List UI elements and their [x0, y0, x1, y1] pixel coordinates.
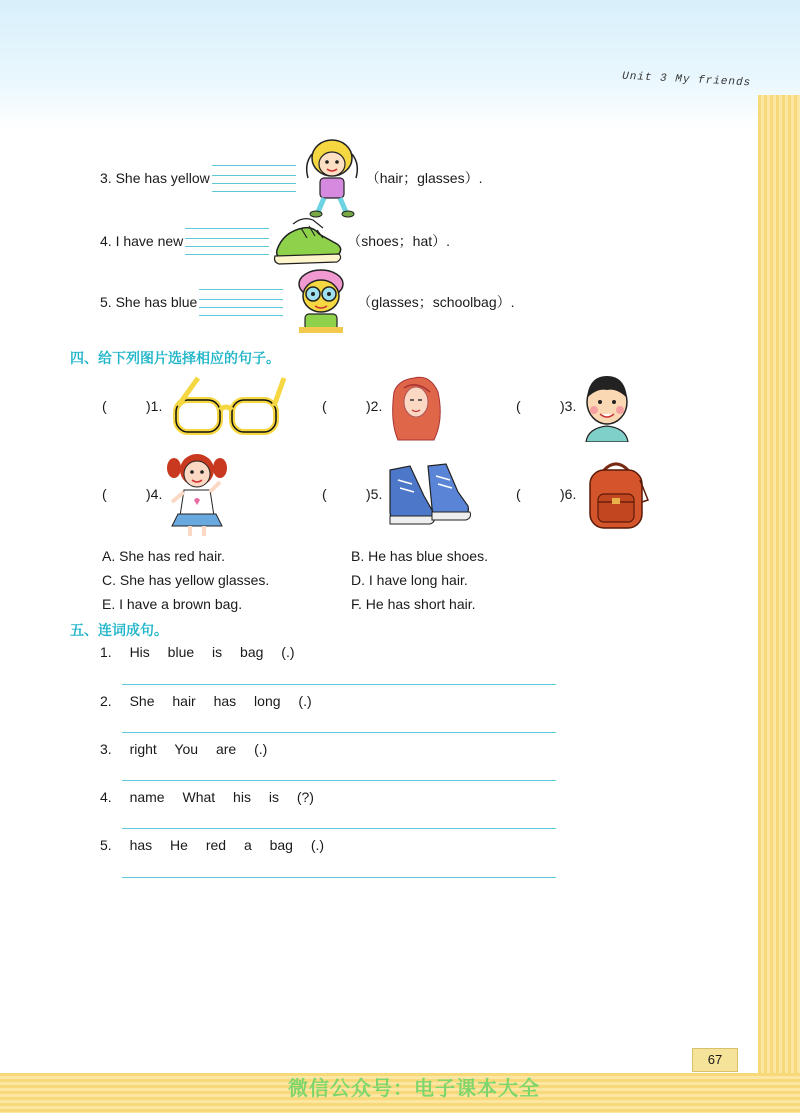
- page-edge-right: [758, 95, 800, 1113]
- sentence-d: D. I have long hair.: [351, 572, 468, 588]
- choice-item-4: [102, 486, 162, 502]
- choice-item-2: [322, 398, 382, 414]
- answer-line[interactable]: [122, 877, 556, 878]
- choice-label: )3.: [560, 398, 577, 414]
- sentence-c: C. She has yellow glasses.: [102, 572, 270, 588]
- choice-label: )4.: [146, 486, 163, 502]
- answer-paren[interactable]: (: [102, 486, 134, 502]
- girl-yellow-hair-icon: [302, 136, 362, 220]
- answer-blank[interactable]: [199, 287, 283, 317]
- choice-item-3: [516, 398, 576, 414]
- answer-line[interactable]: [122, 684, 556, 685]
- fill-in-4: [100, 214, 450, 268]
- reorder-item-5: 5. has He red a bag (.): [100, 837, 325, 853]
- section-4-title: 四、给下列图片选择相应的句子。: [70, 350, 280, 366]
- choice-item-5: [322, 486, 382, 502]
- watermark: 微信公众号：电子课本大全: [288, 1078, 540, 1100]
- choice-label: )1.: [146, 398, 163, 414]
- page-number: 67: [692, 1048, 738, 1072]
- unit-header: Unit 3 My friends: [621, 70, 752, 90]
- sentence-b: B. He has blue shoes.: [351, 548, 488, 564]
- answer-blank[interactable]: [185, 226, 269, 256]
- brown-bag-icon: [578, 458, 652, 530]
- answer-line[interactable]: [122, 828, 556, 829]
- answer-paren[interactable]: (: [516, 398, 548, 414]
- red-hair-girl-icon: [384, 372, 448, 444]
- answer-paren[interactable]: (: [322, 398, 354, 414]
- sentence-a: A. She has red hair.: [102, 548, 225, 564]
- girl-glasses-icon: [285, 264, 357, 340]
- fill-prefix: She has blue: [115, 294, 198, 310]
- answer-paren[interactable]: (: [322, 486, 354, 502]
- fill-options: （shoes；hat）.: [347, 233, 451, 249]
- fill-options: （hair；glasses）.: [365, 170, 483, 186]
- fill-in-3: [100, 136, 482, 220]
- choice-item-1: [102, 398, 162, 414]
- reorder-item-3: 3. right You are (.): [100, 741, 268, 757]
- reorder-item-4: 4. name What his is (?): [100, 789, 314, 805]
- answer-line[interactable]: [122, 732, 556, 733]
- fill-options: （glasses；schoolbag）.: [357, 294, 515, 310]
- reorder-item-1: 1. His blue is bag (.): [100, 644, 295, 660]
- short-hair-boy-icon: [578, 372, 636, 442]
- choice-label: )5.: [366, 486, 383, 502]
- glasses-icon: [168, 372, 288, 442]
- fill-prefix: She has yellow: [115, 170, 210, 186]
- green-shoes-icon: [271, 214, 347, 268]
- fill-number: 5.: [100, 294, 112, 310]
- answer-blank[interactable]: [212, 163, 296, 193]
- blue-shoes-icon: [384, 460, 474, 528]
- choice-label: )6.: [560, 486, 577, 502]
- fill-number: 3.: [100, 170, 112, 186]
- answer-paren[interactable]: (: [102, 398, 134, 414]
- reorder-item-2: 2. She hair has long (.): [100, 693, 312, 709]
- choice-item-6: [516, 486, 576, 502]
- choice-label: )2.: [366, 398, 383, 414]
- sentence-e: E. I have a brown bag.: [102, 596, 243, 612]
- answer-line[interactable]: [122, 780, 556, 781]
- section-5-title: 五、连词成句。: [70, 622, 168, 638]
- fill-number: 4.: [100, 233, 112, 249]
- sentence-f: F. He has short hair.: [351, 596, 476, 612]
- answer-paren[interactable]: (: [516, 486, 548, 502]
- fill-in-5: [100, 264, 515, 340]
- fill-prefix: I have new: [115, 233, 184, 249]
- pigtail-girl-icon: [164, 450, 230, 540]
